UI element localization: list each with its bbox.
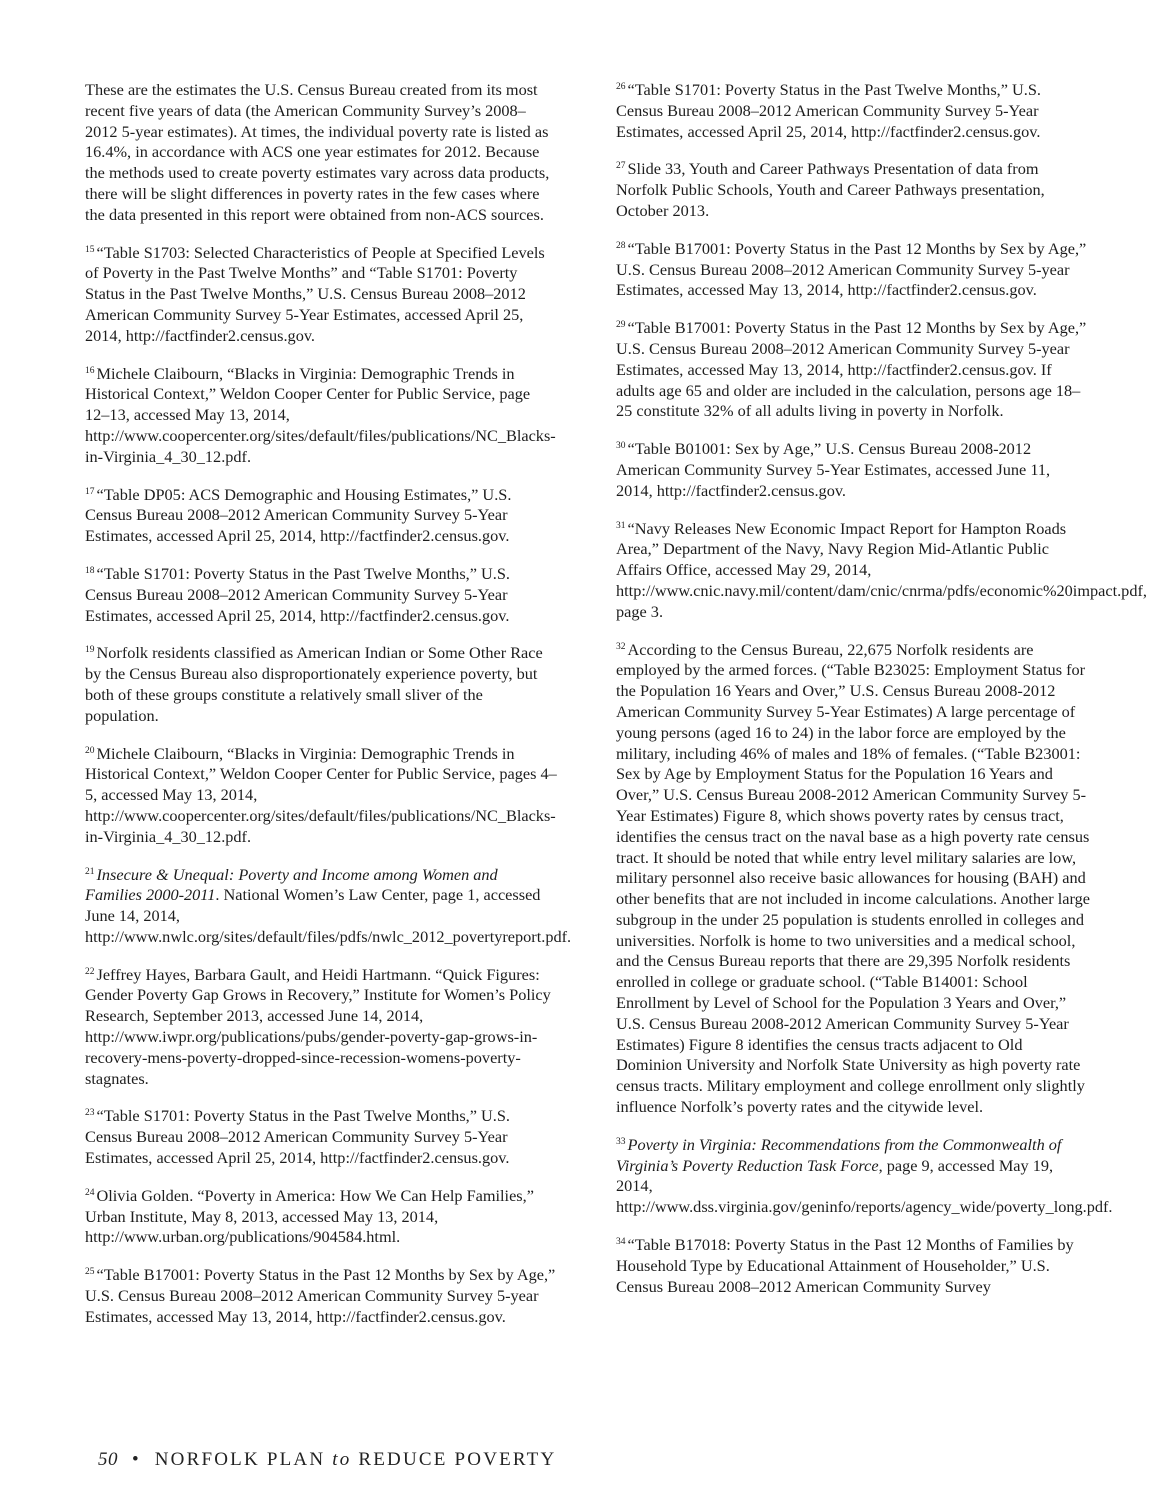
footnote <box>85 564 557 626</box>
footnote <box>616 159 1090 221</box>
footnote-number: 18 <box>85 565 95 576</box>
footnote-number: 28 <box>616 240 626 251</box>
footnote-number: 30 <box>616 441 626 452</box>
footnote <box>85 364 557 468</box>
footnote-number: 33 <box>616 1136 626 1147</box>
footnote-text: Olivia Golden. “Poverty in America: How We Can Help Families,” Urban Institute, May 8, 2013, accessed May 13, 2014, http://www.urban.org/publications/904584.html. <box>85 1185 534 1247</box>
footnote-text: Michele Claibourn, “Blacks in Virginia: Demographic Trends in Historical Context,” Weldon Cooper Center for Public Service, pages 4–5, accessed May 13, 2014, http://www.coopercenter.org/sites/default/files/publications/NC_Blacks-in-Virginia_4_30_12.pdf. <box>85 743 557 846</box>
footnote <box>85 485 557 547</box>
footnote-number: 26 <box>616 82 626 92</box>
footnote-text: “Table B17001: Poverty Status in the Past 12 Months by Sex by Age,” U.S. Census Bureau 2008–2012 American Community Survey 5-year Estimates, accessed May 13, 2014, http://factfinder2.census.gov. <box>616 238 1087 300</box>
footnote <box>85 864 572 948</box>
footnote <box>85 1265 557 1327</box>
footer-title-part-1: NORFOLK PLAN <box>154 1449 326 1470</box>
footnote-number: 34 <box>616 1237 626 1248</box>
footnote <box>85 1106 557 1168</box>
footnote <box>616 640 1090 1118</box>
footer-title-to: to <box>332 1449 352 1470</box>
footnote-text: “Table B17001: Poverty Status in the Past 12 Months by Sex by Age,” U.S. Census Bureau 2008–2012 American Community Survey 5-year Estimates, accessed May 13, 2014, http://factfinder2.census.gov. <box>85 1265 556 1326</box>
footnote-title-italic: Insecure & Unequal: Poverty and Income among Women and Families 2000-2011 <box>85 864 498 905</box>
footnote-text: “Table DP05: ACS Demographic and Housing Estimates,” U.S. Census Bureau 2008–2012 American Community Survey 5-Year Estimates, accessed April 25, 2014, http://factfinder2.census.gov. <box>85 484 512 546</box>
footnote-number: 21 <box>85 866 95 877</box>
footnote <box>85 643 557 726</box>
footer-bullet: • <box>131 1449 141 1470</box>
footnote-number: 19 <box>85 645 95 656</box>
footnote-text: According to the Census Bureau, 22,675 Norfolk residents are employed by the armed forces. (“Table B23025: Employment Status for the Population 16 Years and Over,” U.S. Census Bureau 2008-2012 American Community Survey 5-Year Estimates) A large percentage of young persons (aged 16 to 24) in the labor force are employed by the military, including 46% of males and 18% of females. (“Table B23001: Sex by Age by Employment Status for the Population 16 Years and Over,” U.S. Census Bureau 2008-2012 American Community Survey 5-Year Estimates) Figure 8, which shows poverty rates by census tract, identifies the census tract on the naval base as a high poverty rate census tract. It should be noted that while entry level military salaries are low, military personnel also receive basic allowances for housing (BAH) and other benefits that are not included in income calculations. Another large subgroup in the under 25 population is students enrolled in colleges and universities. Norfolk is home to two universities and a medical school, and the Census Bureau reports that there are 29,395 Norfolk residents enrolled in college or graduate school. (“Table B14001: School Enrollment by Level of School for the Population 3 Years and Over,” U.S. Census Bureau 2008-2012 American Community Survey 5-Year Estimates) Figure 8 identifies the census tracts adjacent to Old Dominion University and Norfolk State University as high poverty rate census tracts. Military employment and college enrollment only slightly influence Norfolk’s poverty rates and the citywide level. <box>616 639 1090 1117</box>
footnote-text: “Table S1701: Poverty Status in the Past Twelve Months,” U.S. Census Bureau 2008–2012 American Community Survey 5-Year Estimates, accessed April 25, 2014, http://factfinder2.census.gov. <box>85 1106 510 1168</box>
footnote-number: 17 <box>85 486 95 497</box>
footnote-number: 27 <box>616 161 626 172</box>
footnote-number: 15 <box>85 244 95 255</box>
footnote-text: . National Women’s Law Center, page 1, accessed June 14, 2014, http://www.nwlc.org/sites/default/files/pdfs/nwlc_2012_povertyreport.pdf. <box>85 885 572 946</box>
footnote <box>616 80 1090 142</box>
footnote-number: 20 <box>85 745 95 756</box>
footnote-number: 23 <box>85 1108 95 1119</box>
footnote <box>85 965 557 1090</box>
footnote-number: 32 <box>616 641 626 652</box>
footnote-text: “Table B01001: Sex by Age,” U.S. Census Bureau 2008-2012 American Community Survey 5-Year Estimates, accessed June 11, 2014, http://factfinder2.census.gov. <box>616 439 1051 500</box>
footnote <box>616 518 1147 623</box>
footnote-number: 31 <box>616 520 626 531</box>
footnote-text: Norfolk residents classified as American Indian or Some Other Race by the Census Bureau also disproportionately experience poverty, but both of these groups constitute a relatively small sliver of the population. <box>85 643 543 725</box>
footnote-number: 29 <box>616 320 626 331</box>
footnote-number: 24 <box>85 1187 95 1198</box>
footnote-text: “Navy Releases New Economic Impact Report for Hampton Roads Area,” Department of the Navy, Navy Region Mid-Atlantic Public Affairs Office, accessed May 29, 2014, http://www.cnic.navy.mil/content/dam/cnic/cnrma/pdfs/economic%20impact.pdf, page 3. <box>616 518 1147 621</box>
footer-title-part-2: REDUCE POVERTY <box>358 1449 557 1470</box>
footnote-text: “Table B17018: Poverty Status in the Past 12 Months of Families by Household Type by Educational Attainment of Householder,” U.S. Census Bureau 2008–2012 American Community Survey <box>616 1235 1074 1296</box>
footnote <box>85 744 557 848</box>
footnote-text: “Table B17001: Poverty Status in the Past 12 Months by Sex by Age,” U.S. Census Bureau 2008–2012 American Community Survey 5-year Estimates, accessed May 13, 2014, http://factfinder2.census.gov. If adults age 65 and older are included in the calculation, persons age 18–25 constitute 32% of all adults living in poverty in Norfolk. <box>616 318 1087 421</box>
left-column <box>85 80 572 1345</box>
footnote-title-italic: Poverty in Virginia: Recommendations from the Commonwealth of Virginia’s Poverty Reduction Task Force <box>616 1134 1062 1175</box>
footnote-text: These are the estimates the U.S. Census Bureau created from its most recent five years of data (the American Community Survey’s 2008–2012 5-year estimates). At times, the individual poverty rate is listed as 16.4%, in accordance with ACS one year estimates for 2012. Because the methods used to create poverty estimates vary across data products, there will be slight differences in poverty rates in the few cases where the data presented in this report were obtained from non-ACS sources. <box>85 80 550 224</box>
footnote-text: “Table S1703: Selected Characteristics of People at Specified Levels of Poverty in the Past Twelve Months” and “Table S1701: Poverty Status in the Past Twelve Months,” U.S. Census Bureau 2008–2012 American Community Survey 5-Year Estimates, accessed April 25, 2014, http://factfinder2.census.gov. <box>85 242 545 345</box>
footnote <box>616 318 1090 422</box>
footnote-number: 16 <box>85 365 95 376</box>
footnote <box>616 239 1090 301</box>
footnote-text: Michele Claibourn, “Blacks in Virginia: Demographic Trends in Historical Context,” Weldon Cooper Center for Public Service, page 12–13, accessed May 13, 2014, http://www.coopercenter.org/sites/default/files/publications/NC_Blacks-in-Virginia_4_30_12.pdf. <box>85 363 556 466</box>
page-number: 50 <box>98 1449 118 1470</box>
footnote-text: , page 9, accessed May 19, 2014, http://www.dss.virginia.gov/geninfo/reports/agency_wide/poverty_long.pdf. <box>616 1155 1113 1217</box>
footnote <box>616 1235 1090 1297</box>
footnote-text: Slide 33, Youth and Career Pathways Presentation of data from Norfolk Public Schools, Youth and Career Pathways presentation, October 2013. <box>616 159 1045 220</box>
footnote-text: “Table S1701: Poverty Status in the Past Twelve Months,” U.S. Census Bureau 2008–2012 American Community Survey 5-Year Estimates, accessed April 25, 2014, http://factfinder2.census.gov. <box>85 563 510 625</box>
page-footer <box>98 1449 556 1471</box>
footnote <box>616 439 1090 501</box>
footnote-text: “Table S1701: Poverty Status in the Past Twelve Months,” U.S. Census Bureau 2008–2012 American Community Survey 5-Year Estimates, accessed April 25, 2014, http://factfinder2.census.gov. <box>616 80 1041 141</box>
right-column <box>616 80 1147 1314</box>
footnote <box>85 1186 557 1248</box>
footnote-number: 22 <box>85 966 95 977</box>
footnote-text: Jeffrey Hayes, Barbara Gault, and Heidi Hartmann. “Quick Figures: Gender Poverty Gap Grows in Recovery,” Institute for Women’s Policy Research, September 2013, accessed June 14, 2014, http://www.iwpr.org/publications/pubs/gender-poverty-gap-grows-in-recovery-mens-poverty-dropped-since-recession-womens-poverty-stagnates. <box>85 964 551 1088</box>
footnote <box>85 80 557 226</box>
footnote-number: 25 <box>85 1267 95 1278</box>
footnote <box>616 1134 1113 1218</box>
footnote <box>85 243 557 347</box>
